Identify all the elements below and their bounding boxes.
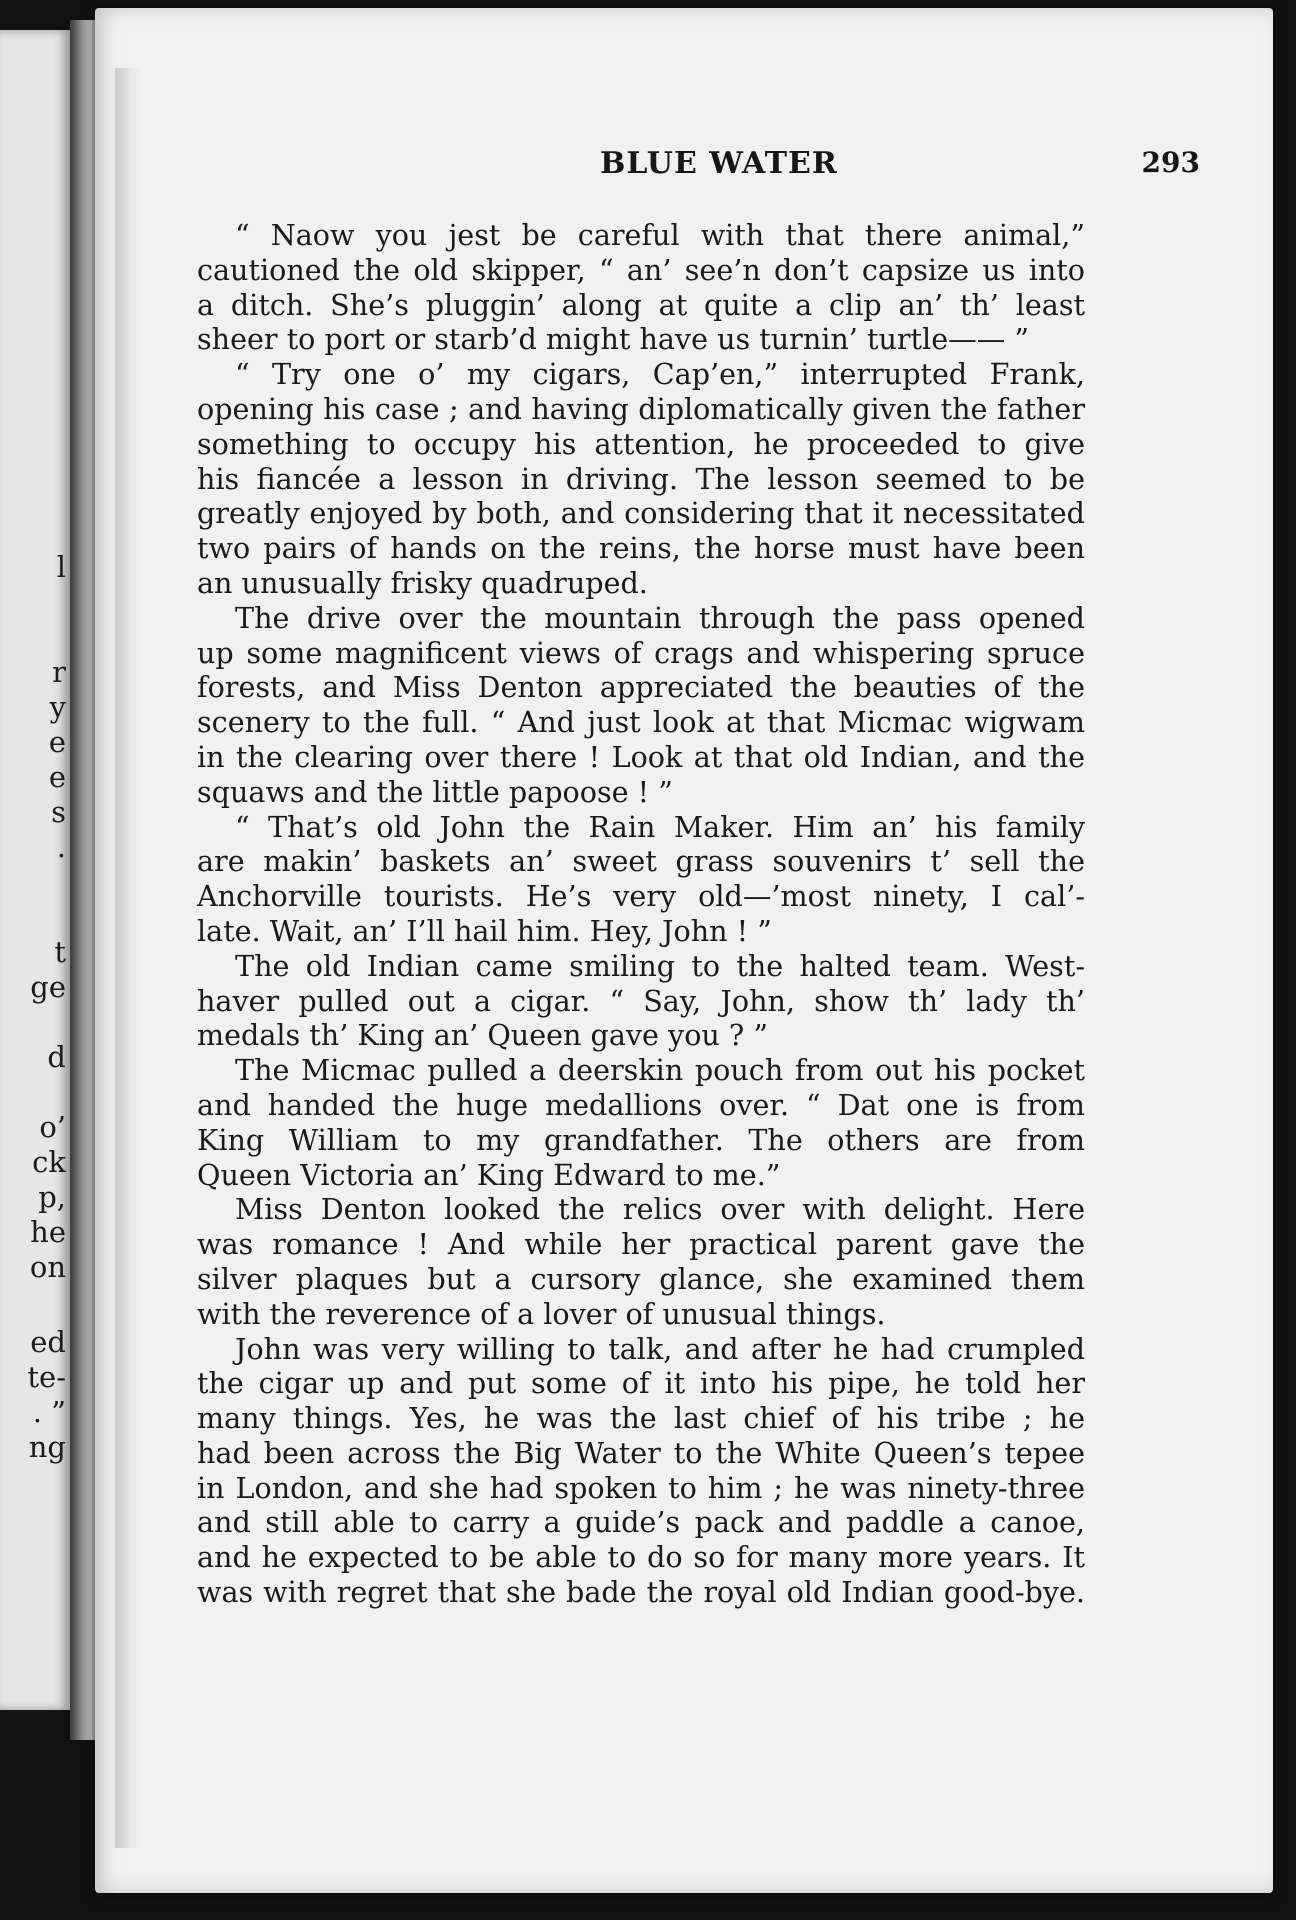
text-line: in London, and she had spoken to him ; he was ninety-three: [197, 1470, 1085, 1505]
facing-page-fragment: . ”: [32, 1395, 66, 1429]
running-head-title: BLUE WATER: [600, 146, 838, 181]
text-line: was with regret that she bade the royal old Indian good-bye.: [197, 1575, 1085, 1610]
text-line: with the reverence of a lover of unusual things.: [197, 1296, 886, 1331]
facing-page-fragment: l: [56, 550, 66, 584]
text-line: and he expected to be able to do so for many more years. It: [197, 1540, 1085, 1575]
body-text: [197, 218, 1085, 1610]
text-line: The old Indian came smiling to the halted team. West-: [235, 948, 1085, 983]
text-line: Anchorville tourists. He’s very old—’most ninety, I cal’-: [197, 879, 1085, 914]
facing-page-fragment: ng: [28, 1430, 66, 1464]
text-line: late. Wait, an’ I’ll hail him. Hey, John ! ”: [197, 913, 772, 948]
text-line: was romance ! And while her practical parent gave the: [197, 1227, 1085, 1262]
text-line: greatly enjoyed by both, and considering that it necessitated: [197, 496, 1085, 531]
text-line: opening his case ; and having diplomatically given the father: [197, 391, 1085, 426]
facing-page-fragment: ge: [30, 970, 66, 1004]
text-line: a ditch. She’s pluggin’ along at quite a clip an’ th’ least: [197, 287, 1085, 322]
facing-page-fragment: r: [52, 655, 66, 689]
running-head: [190, 146, 1200, 196]
facing-page-fragment: t: [54, 935, 66, 969]
text-line: forests, and Miss Denton appreciated the beauties of the: [197, 670, 1085, 705]
facing-page-fragment: e: [48, 725, 66, 759]
text-line: “ Try one o’ my cigars, Cap’en,” interrupted Frank,: [235, 357, 1085, 392]
text-line: many things. Yes, he was the last chief of his tribe ; he: [197, 1401, 1085, 1436]
text-line: King William to my grandfather. The others are from: [197, 1122, 1085, 1157]
text-line: medals th’ King an’ Queen gave you ? ”: [197, 1018, 768, 1053]
text-line: John was very willing to talk, and after he had crumpled: [235, 1331, 1085, 1366]
facing-page-fragment: .: [56, 830, 66, 864]
text-line: had been across the Big Water to the White Queen’s tepee: [197, 1435, 1085, 1470]
text-line: his fiancée a lesson in driving. The lesson seemed to be: [197, 461, 1085, 496]
text-line: cautioned the old skipper, “ an’ see’n don’t capsize us into: [197, 252, 1085, 287]
text-line: scenery to the full. “ And just look at that Micmac wigwam: [197, 705, 1085, 740]
text-line: Queen Victoria an’ King Edward to me.”: [197, 1157, 781, 1192]
text-line: an unusually frisky quadruped.: [197, 565, 648, 600]
text-line: squaws and the little papoose ! ”: [197, 774, 673, 809]
text-line: “ Naow you jest be careful with that there animal,”: [235, 218, 1085, 252]
text-line: sheer to port or starb’d might have us turnin’ turtle—— ”: [197, 322, 1030, 357]
text-line: are makin’ baskets an’ sweet grass souvenirs t’ sell the: [197, 844, 1085, 879]
facing-page-fragment: y: [49, 690, 66, 724]
text-line: silver plaques but a cursory glance, she examined them: [197, 1261, 1085, 1296]
text-line: The Micmac pulled a deerskin pouch from out his pocket: [235, 1053, 1085, 1088]
facing-page-fragment: on: [29, 1250, 66, 1284]
facing-page-fragment: he: [30, 1215, 66, 1249]
facing-page-fragment: e: [48, 760, 66, 794]
text-line: haver pulled out a cigar. “ Say, John, show th’ lady th’: [197, 983, 1085, 1018]
text-line: The drive over the mountain through the pass opened: [235, 600, 1085, 635]
text-line: and handed the huge medallions over. “ Dat one is from: [197, 1087, 1085, 1122]
text-line: up some magnificent views of crags and whispering spruce: [197, 635, 1085, 670]
facing-page-fragment: o’: [39, 1110, 66, 1144]
text-line: in the clearing over there ! Look at that old Indian, and the: [197, 739, 1085, 774]
text-line: something to occupy his attention, he proceeded to give: [197, 426, 1085, 461]
page-gutter: [115, 68, 143, 1848]
text-line: Miss Denton looked the relics over with delight. Here: [235, 1192, 1085, 1227]
facing-page-fragment: p,: [38, 1180, 66, 1214]
text-line: two pairs of hands on the reins, the horse must have been: [197, 531, 1085, 566]
text-line: “ That’s old John the Rain Maker. Him an’ his family: [235, 809, 1085, 844]
facing-page-fragment: te-: [27, 1360, 66, 1394]
page-number: 293: [1141, 146, 1200, 179]
facing-page-fragment: ck: [32, 1145, 66, 1179]
text-line: the cigar up and put some of it into his pipe, he told her: [197, 1366, 1085, 1401]
facing-page-fragment: ed: [30, 1325, 66, 1359]
facing-page: [0, 30, 70, 1710]
book-page: [95, 8, 1273, 1893]
text-line: and still able to carry a guide’s pack and paddle a canoe,: [197, 1505, 1085, 1540]
facing-page-fragment: d: [47, 1040, 66, 1074]
facing-page-fragment: s: [51, 795, 66, 829]
